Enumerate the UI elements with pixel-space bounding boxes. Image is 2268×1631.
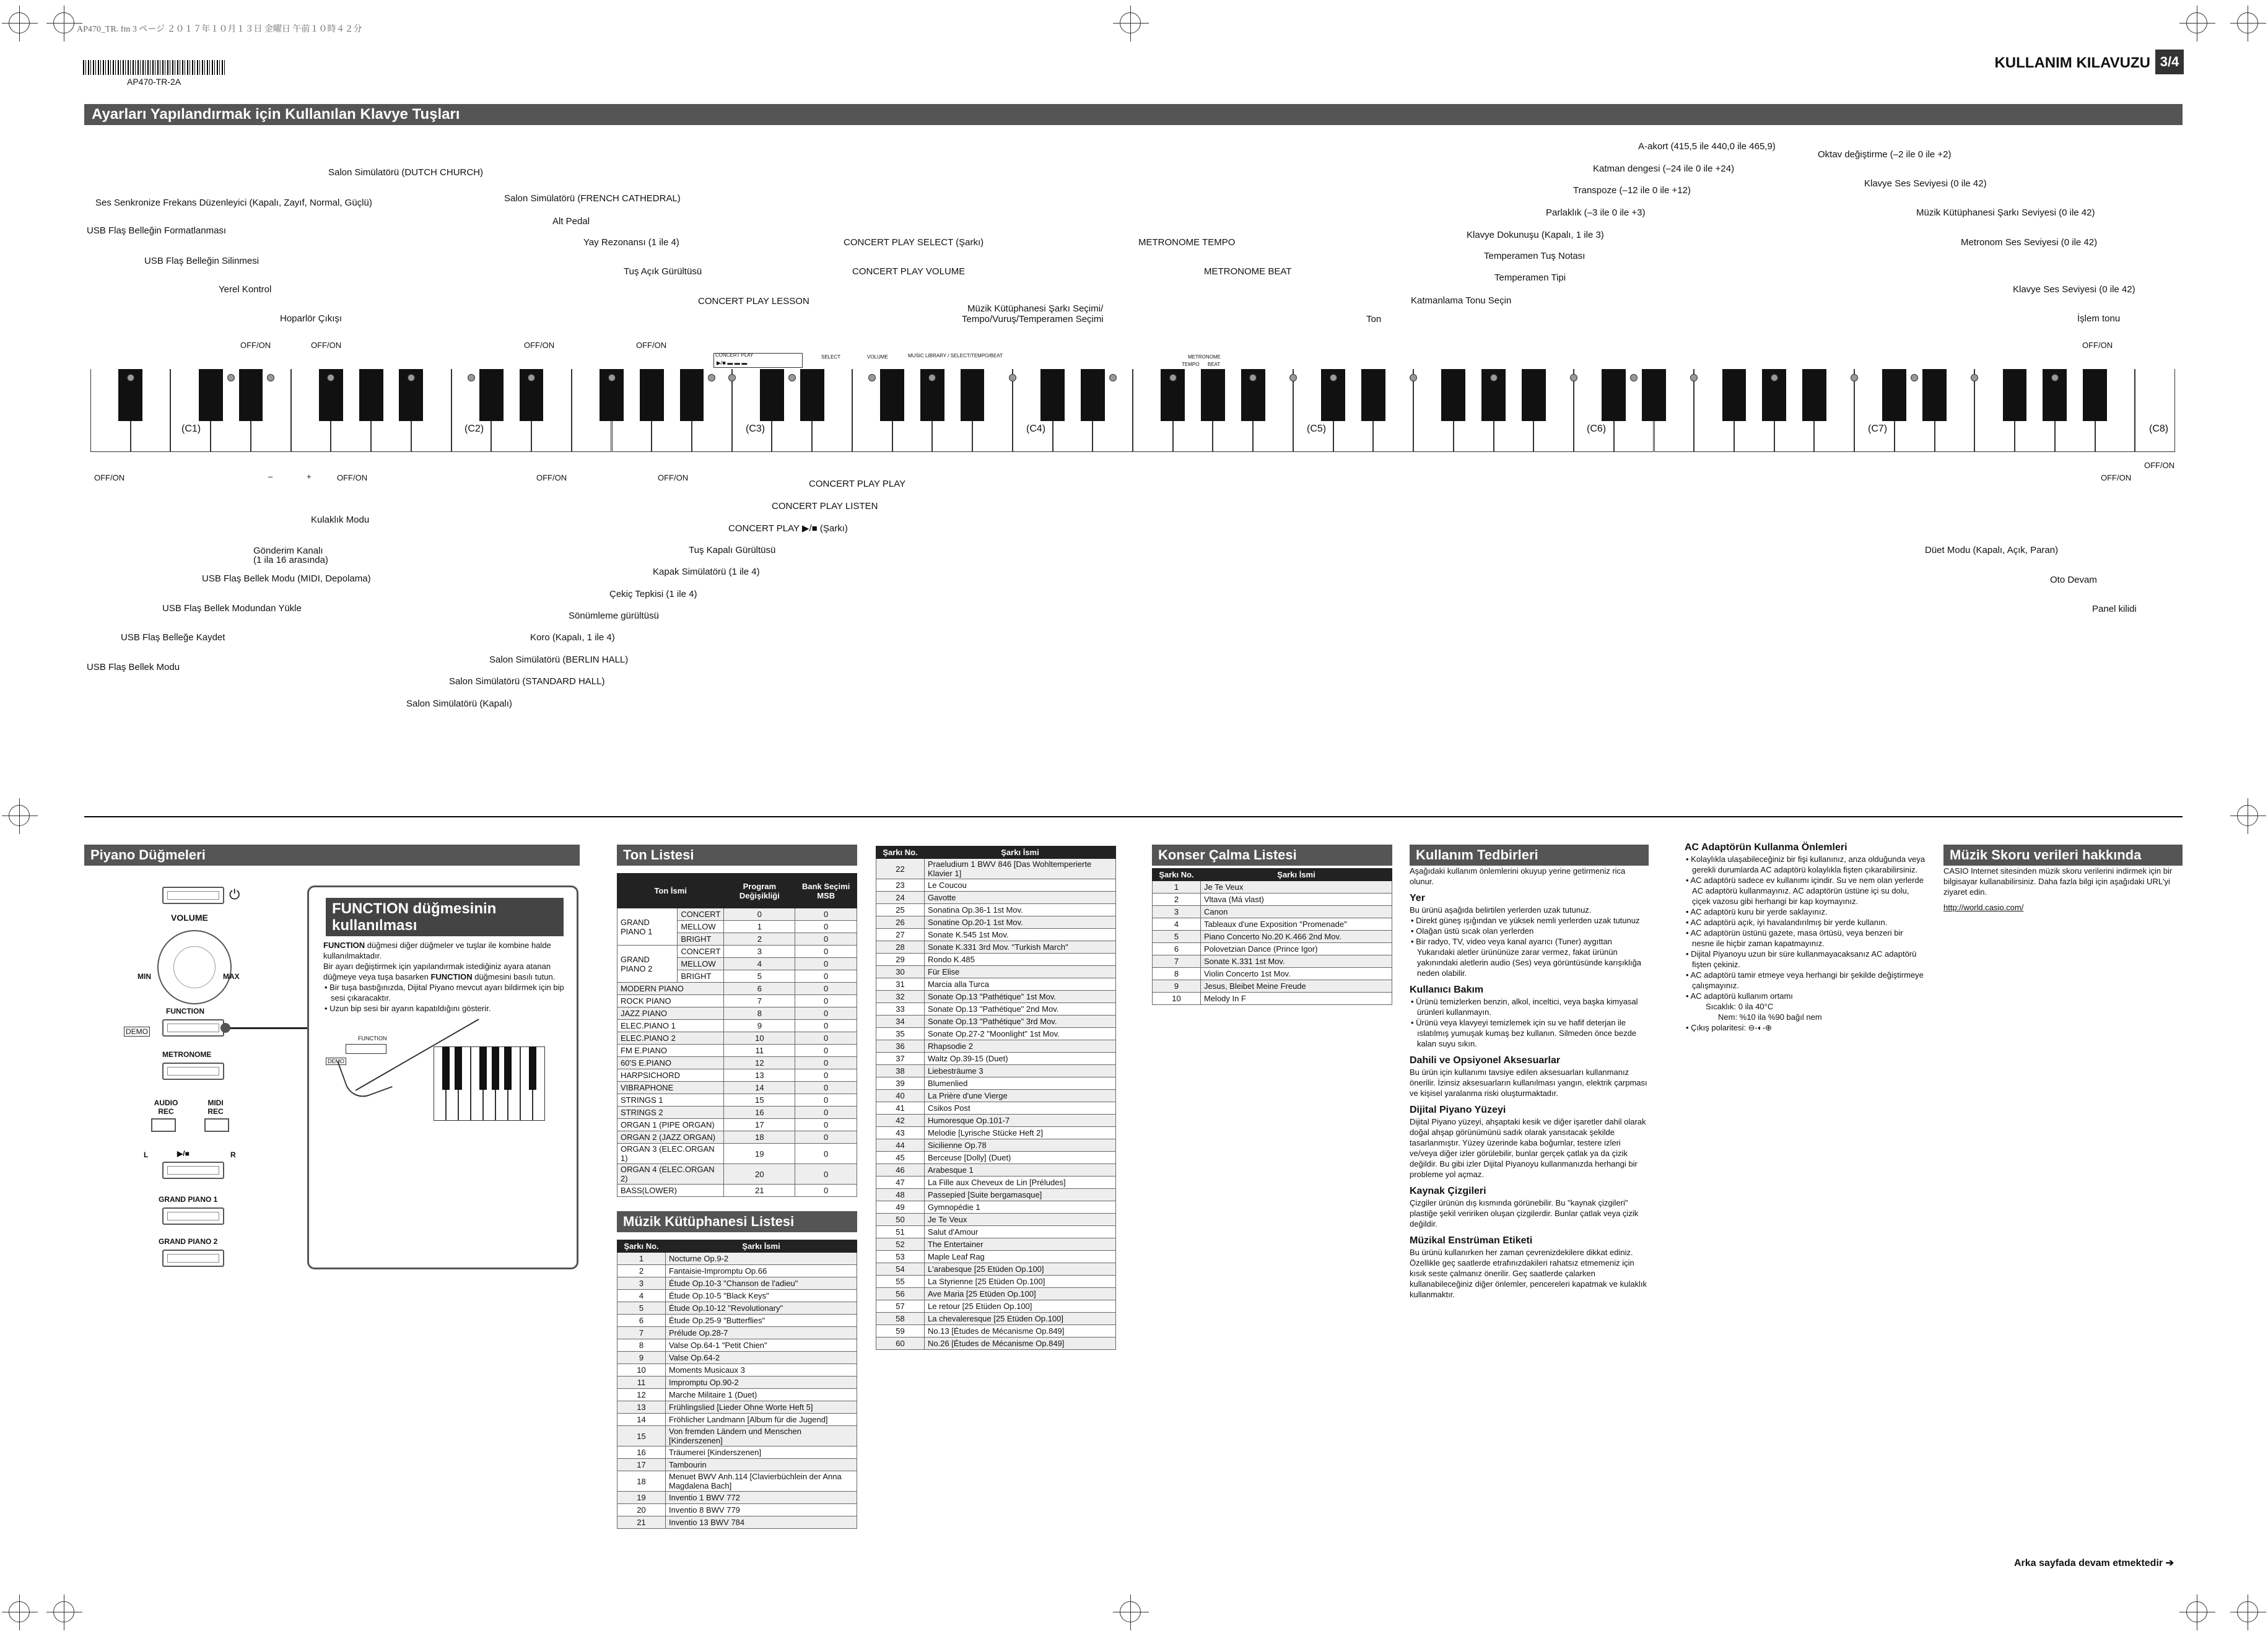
table-row: 36 Rhapsodie 2: [876, 1040, 1116, 1053]
key-marker-dot: [1169, 374, 1177, 381]
callout-label: Salon Simülatörü (STANDARD HALL): [449, 676, 605, 687]
audio-rec-label: AUDIO REC: [154, 1098, 178, 1116]
callout-label: Kapak Simülatörü (1 ile 4): [653, 567, 760, 577]
table-row: 39 Blumenlied: [876, 1077, 1116, 1090]
table-row: 1 Nocturne Op.9-2: [617, 1253, 857, 1265]
octave-label: (C1): [181, 424, 201, 434]
key-marker-dot: [1109, 374, 1117, 381]
callout-label: Düet Modu (Kapalı, Açık, Paran): [1925, 545, 2059, 555]
key-marker-dot: [528, 374, 535, 381]
table-row: 18 Menuet BWV Anh.114 [Clavierbüchlein der Anna Magdalena Bach]: [617, 1471, 857, 1492]
callout-label: Oto Devam: [2050, 575, 2097, 585]
key-marker-dot: [788, 374, 796, 381]
black-key: [2083, 369, 2107, 421]
registration-mark: [9, 805, 30, 826]
mlib-strip-label: MUSIC LIBRARY / SELECT/TEMPO/BEAT: [908, 353, 1003, 359]
callout-label: CONCERT PLAY ▶/■ (Şarkı): [728, 523, 848, 534]
callout-label: Hoparlör Çıkışı: [280, 313, 342, 324]
black-key: [1441, 369, 1465, 421]
toggle-label: +: [307, 472, 312, 481]
key-marker-dot: [1289, 374, 1297, 381]
table-row: GRAND PIANO 2 CONCERT 3 0: [617, 946, 857, 958]
table-row: 44 Sicilienne Op.78: [876, 1139, 1116, 1152]
black-key: [1522, 369, 1546, 421]
callout-label: CONCERT PLAY LESSON: [698, 296, 809, 307]
table-row: MELLOW 1 0: [617, 921, 857, 933]
registration-mark: [9, 1601, 30, 1622]
max-label: MAX: [223, 972, 240, 981]
callout-label: Salon Simülatörü (Kapalı): [406, 698, 512, 709]
divider-line: [84, 816, 2183, 817]
callout-label: Temperamen Tipi: [1494, 272, 1566, 283]
black-key: [961, 369, 985, 421]
registration-mark: [1120, 12, 1141, 33]
fig-black-key: [442, 1046, 450, 1090]
callout-label: Temperamen Tuş Notası: [1484, 251, 1585, 261]
volume-knob-inner: [173, 946, 216, 988]
callout-label: Ses Senkronize Frekans Düzenleyici (Kapalı, Zayıf, Normal, Güçlü): [95, 198, 372, 208]
table-row: 51 Salut d'Amour: [876, 1226, 1116, 1238]
muzik-kutuphanesi-band: Müzik Kütüphanesi Listesi: [617, 1211, 857, 1232]
table-row: 37 Waltz Op.39-15 (Duet): [876, 1053, 1116, 1065]
volume-label: VOLUME: [171, 913, 208, 923]
black-key: [1642, 369, 1666, 421]
table-row: 57 Le retour [25 Etüden Op.100]: [876, 1300, 1116, 1313]
registration-mark: [1120, 1601, 1141, 1622]
callout-label: Katmanlama Tonu Seçin: [1411, 295, 1512, 306]
table-row: 32 Sonate Op.13 "Pathétique" 1st Mov.: [876, 991, 1116, 1003]
keyboard-diagram: [90, 369, 2175, 452]
callout-label: USB Flaş Belleğin Formatlanması: [87, 225, 227, 236]
callout-label: USB Flaş Bellek Modu: [87, 662, 180, 672]
table-row: 10 Moments Musicaux 3: [617, 1364, 857, 1377]
table-row: 16 Träumerei [Kinderszenen]: [617, 1446, 857, 1459]
table-row: 38 Liebesträume 3: [876, 1065, 1116, 1077]
callout-label: USB Flaş Belleğe Kaydet: [121, 632, 225, 643]
callout-label: Koro (Kapalı, 1 ile 4): [530, 632, 615, 643]
table-row: 3 Étude Op.10-3 "Chanson de l'adieu": [617, 1277, 857, 1290]
registration-mark: [2237, 12, 2258, 33]
fig-black-key: [455, 1046, 462, 1090]
table-row: 8 Valse Op.64-1 "Petit Chien": [617, 1339, 857, 1352]
table-row: 22 Praeludium 1 BWV 846 [Das Wohltemperierte Klavier 1]: [876, 859, 1116, 879]
callout-label: Parlaklık (–3 ile 0 ile +3): [1546, 207, 1646, 218]
key-marker-dot: [1330, 374, 1337, 381]
black-key: [880, 369, 904, 421]
key-marker-dot: [408, 374, 415, 381]
table-row: 31 Marcia alla Turca: [876, 978, 1116, 991]
table-row: 9 Jesus, Bleibet Meine Freude: [1153, 980, 1392, 993]
callout-label: USB Flaş Belleğin Silinmesi: [144, 256, 260, 266]
table-row: MELLOW 4 0: [617, 958, 857, 970]
toggle-label: OFF/ON: [2144, 461, 2175, 470]
toggle-label: OFF/ON: [240, 341, 271, 350]
function-button[interactable]: [162, 1019, 224, 1037]
table-row: 20 Inventio 8 BWV 779: [617, 1504, 857, 1516]
black-key: [2003, 369, 2027, 421]
fig-demo-label: DEMO: [326, 1058, 346, 1065]
black-key: [1922, 369, 1947, 421]
callout-label: CONCERT PLAY PLAY: [809, 479, 906, 489]
cp-tag: CONCERT PLAY: [715, 352, 754, 358]
black-key: [1602, 369, 1626, 421]
table-row: 17 Tambourin: [617, 1459, 857, 1471]
konser-band: Konser Çalma Listesi: [1152, 845, 1392, 866]
table-row: 21 Inventio 13 BWV 784: [617, 1516, 857, 1529]
table-row: 7 Prélude Op.28-7: [617, 1327, 857, 1339]
function-label: FUNCTION: [166, 1007, 204, 1016]
table-row: 47 La Fille aux Cheveux de Lin [Préludes]: [876, 1176, 1116, 1189]
table-row: 12 Marche Militaire 1 (Duet): [617, 1389, 857, 1401]
volume-strip-label: VOLUME: [867, 354, 888, 360]
white-key: [2135, 369, 2175, 452]
table-row: 48 Passepied [Suite bergamasque]: [876, 1189, 1116, 1201]
power-icon: ⏻: [229, 887, 240, 902]
table-row: 2 Fantaisie-Impromptu Op.66: [617, 1265, 857, 1277]
piano-buttons-band: Piyano Düğmeleri: [84, 845, 580, 866]
callout-label: Oktav değiştirme (–2 ile 0 ile +2): [1818, 149, 1952, 160]
table-row: 40 La Prière d'une Vierge: [876, 1090, 1116, 1102]
metronome-label: METRONOME: [162, 1050, 212, 1059]
black-key: [239, 369, 263, 421]
table-row: 15 Von fremden Ländern und Menschen [Kinderszenen]: [617, 1426, 857, 1446]
continue-note: Arka sayfada devam etmektedir ➔: [2014, 1558, 2174, 1568]
table-row: 42 Humoresque Op.101-7: [876, 1115, 1116, 1127]
select-strip-label: SELECT: [821, 354, 841, 360]
key-marker-dot: [1771, 374, 1778, 381]
table-row: STRINGS 1 15 0: [617, 1094, 857, 1107]
fig-black-key: [492, 1046, 499, 1090]
black-key: [199, 369, 223, 421]
l-label: L: [144, 1150, 149, 1159]
play-stop-button[interactable]: [162, 1162, 224, 1179]
skor-band: Müzik Skoru verileri hakkında: [1943, 845, 2183, 866]
table-row: BASS(LOWER) 21 0: [617, 1185, 857, 1197]
table-row: 25 Sonatina Op.36-1 1st Mov.: [876, 904, 1116, 916]
registration-mark: [2186, 12, 2207, 33]
table-row: 23 Le Coucou: [876, 879, 1116, 892]
callout-label: Tuş Kapalı Gürültüsü: [689, 545, 776, 555]
black-key: [760, 369, 784, 421]
table-row: 30 Für Elise: [876, 966, 1116, 978]
cp-buttons: ▶/■ ▬ ▬ ▬: [717, 360, 748, 366]
octave-label: (C2): [465, 424, 484, 434]
callout-label: Sönümleme gürültüsü: [569, 611, 659, 621]
callout-label: METRONOME TEMPO: [1138, 237, 1236, 248]
function-box-title: FUNCTION düğmesinin kullanılması: [326, 898, 564, 936]
callout-label: Klavye Dokunuşu (Kapalı, 1 ile 3): [1467, 230, 1604, 240]
registration-mark: [2186, 1601, 2207, 1622]
table-row: ROCK PIANO 7 0: [617, 995, 857, 1007]
toggle-label: OFF/ON: [94, 473, 125, 482]
table-row: 58 La chevaleresque [25 Etüden Op.100]: [876, 1313, 1116, 1325]
callout-label: Müzik Kütüphanesi Şarkı Seçimi/: [967, 303, 1104, 314]
octave-label: (C7): [1868, 424, 1888, 434]
callout-label: METRONOME BEAT: [1204, 266, 1292, 277]
power-button[interactable]: [162, 887, 224, 904]
table-row: 60 No.26 [Études de Mécanisme Op.849]: [876, 1337, 1116, 1350]
code-label: AP470-TR-2A: [127, 77, 181, 87]
grand2-label: GRAND PIANO 2: [159, 1237, 218, 1246]
table-row: 3 Canon: [1153, 906, 1392, 918]
key-marker-dot: [1570, 374, 1577, 381]
toggle-label: OFF/ON: [658, 473, 689, 482]
metronome-button[interactable]: [162, 1063, 224, 1080]
callout-label: Salon Simülatörü (BERLIN HALL): [489, 655, 629, 665]
fig-function-label: FUNCTION: [358, 1035, 387, 1042]
callout-label: Tuş Açık Gürültüsü: [624, 266, 702, 277]
registration-mark: [2237, 1601, 2258, 1622]
callout-label: Yay Rezonansı (1 ile 4): [583, 237, 679, 248]
callout-label: Tempo/Vuruş/Temperamen Seçimi: [962, 314, 1104, 324]
callout-label: Gönderim Kanalı: [253, 546, 323, 556]
table-row: 46 Arabesque 1: [876, 1164, 1116, 1176]
demo-badge: DEMO: [124, 1027, 150, 1037]
toggle-label: OFF/ON: [536, 473, 567, 482]
black-key: [1081, 369, 1105, 421]
table-row: BRIGHT 5 0: [617, 970, 857, 983]
table-row: 60'S E.PIANO 12 0: [617, 1057, 857, 1069]
callout-label: CONCERT PLAY SELECT (Şarkı): [844, 237, 984, 248]
callout-label: İşlem tonu: [2077, 313, 2121, 324]
callout-label: Salon Simülatörü (FRENCH CATHEDRAL): [504, 193, 681, 204]
metro-strip-label: METRONOME: [1188, 354, 1221, 360]
table-row: 13 Frühlingslied [Lieder Ohne Worte Heft 5]: [617, 1401, 857, 1414]
table-row: MODERN PIANO 6 0: [617, 983, 857, 995]
table-row: 7 Sonate K.331 1st Mov.: [1153, 955, 1392, 968]
table-row: ELEC.PIANO 1 9 0: [617, 1020, 857, 1032]
table-row: FM E.PIANO 11 0: [617, 1045, 857, 1057]
toggle-label: OFF/ON: [2101, 473, 2132, 482]
toggle-label: OFF/ON: [311, 341, 342, 350]
audio-rec-button[interactable]: [151, 1118, 176, 1132]
guide-page-badge: 3/4: [2155, 50, 2184, 74]
function-pointer-line: [224, 1027, 308, 1029]
table-row: ORGAN 1 (PIPE ORGAN) 17 0: [617, 1119, 857, 1131]
table-row: STRINGS 2 16 0: [617, 1107, 857, 1119]
grand1-label: GRAND PIANO 1: [159, 1195, 218, 1204]
fig-black-key: [504, 1046, 512, 1090]
callout-label: Müzik Kütüphanesi Şarkı Seviyesi (0 ile 42): [1916, 207, 2095, 218]
table-row: 59 No.13 [Études de Mécanisme Op.849]: [876, 1325, 1116, 1337]
table-row: 8 Violin Concerto 1st Mov.: [1153, 968, 1392, 980]
table-row: 27 Sonate K.545 1st Mov.: [876, 929, 1116, 941]
callout-label: Ton: [1366, 314, 1382, 324]
print-header: AP470_TR. fm 3 ページ ２０１７年１０月１３日 金曜日 午前１０時４２分: [77, 25, 362, 34]
table-row: 28 Sonate K.331 3rd Mov. "Turkish March": [876, 941, 1116, 954]
callout-label: Klavye Ses Seviyesi (0 ile 42): [2013, 284, 2135, 295]
callout-label: Transpoze (–12 ile 0 ile +12): [1573, 185, 1691, 196]
table-row: 26 Sonatine Op.20-1 1st Mov.: [876, 916, 1116, 929]
black-key: [800, 369, 824, 421]
key-marker-dot: [227, 374, 235, 381]
play-stop-label: ▶/■: [177, 1149, 190, 1158]
ton-listesi-band: Ton Listesi: [617, 845, 857, 866]
callout-label: Panel kilidi: [2092, 604, 2137, 614]
table-row: ORGAN 2 (JAZZ ORGAN) 18 0: [617, 1131, 857, 1144]
skor-url-link[interactable]: http://world.casio.com/: [1943, 903, 2024, 912]
key-marker-dot: [608, 374, 616, 381]
table-row: 11 Impromptu Op.90-2: [617, 1377, 857, 1389]
callout-label: Kulaklık Modu: [311, 515, 370, 525]
table-row: VIBRAPHONE 14 0: [617, 1082, 857, 1094]
table-row: 4 Étude Op.10-5 "Black Keys": [617, 1290, 857, 1302]
grand-piano-1-button[interactable]: [162, 1207, 224, 1225]
toggle-label: OFF/ON: [337, 473, 368, 482]
table-row: 50 Je Te Veux: [876, 1214, 1116, 1226]
registration-mark: [53, 1601, 74, 1622]
table-row: 5 Piano Concerto No.20 K.466 2nd Mov.: [1153, 931, 1392, 943]
midi-rec-button[interactable]: [204, 1118, 229, 1132]
konser-table: Şarkı No. Şarkı İsmi 1 Je Te Veux 2 Vltava (Má vlast) 3 Canon 4 Tableaux d'une Exposition "Promenade" 5 Piano Concerto No.20 K.466 2nd Mov. 6 Polovetzian Dance (Prince Igor) 7 Sonate K.331 1st Mov. 8 Violin Concerto 1st Mov. 9 Jesus, Bleibet Meine Freude 10 Melody In F: [1152, 868, 1392, 1005]
black-key: [479, 369, 504, 421]
table-row: 2 Vltava (Má vlast): [1153, 894, 1392, 906]
callout-label: Metronom Ses Seviyesi (0 ile 42): [1961, 237, 2098, 248]
key-marker-dot: [728, 374, 736, 381]
guide-title: KULLANIM KILAVUZU: [1994, 54, 2150, 71]
toggle-label: OFF/ON: [524, 341, 555, 350]
callout-label: A-akort (415,5 ile 440,0 ile 465,9): [1638, 141, 1776, 152]
callout-label: Klavye Ses Seviyesi (0 ile 42): [1864, 178, 1987, 189]
toggle-label: –: [268, 472, 273, 481]
key-marker-dot: [2051, 374, 2059, 381]
black-key: [1361, 369, 1385, 421]
octave-label: (C6): [1587, 424, 1607, 434]
table-row: ORGAN 3 (ELEC.ORGAN 1) 19 0: [617, 1144, 857, 1164]
registration-mark: [53, 12, 74, 33]
black-key: [1201, 369, 1225, 421]
table-row: 56 Ave Maria [25 Etüden Op.100]: [876, 1288, 1116, 1300]
key-marker-dot: [468, 374, 475, 381]
black-key: [1722, 369, 1747, 421]
min-label: MIN: [137, 972, 151, 981]
toggle-label: OFF/ON: [636, 341, 667, 350]
table-row: 52 The Entertainer: [876, 1238, 1116, 1251]
key-marker-dot: [1490, 374, 1498, 381]
black-key: [680, 369, 704, 421]
callout-label: USB Flaş Bellek Modundan Yükle: [162, 603, 302, 614]
midi-rec-label: MIDI REC: [207, 1098, 224, 1116]
table-row: 45 Berceuse [Dolly] (Duet): [876, 1152, 1116, 1164]
r-label: R: [230, 1150, 236, 1159]
callout-label: CONCERT PLAY VOLUME: [852, 266, 966, 277]
table-row: 33 Sonate Op.13 "Pathétique" 2nd Mov.: [876, 1003, 1116, 1016]
fig-black-key: [479, 1046, 487, 1090]
table-row: 5 Étude Op.10-12 "Revolutionary": [617, 1302, 857, 1315]
callout-label: Alt Pedal: [552, 216, 590, 227]
ton-table: Ton İsmi Program Değişikliği Bank Seçimi MSB GRAND PIANO 1 CONCERT 0 0 MELLOW 1 0 BRIGHT 2 0 GRAND PIANO 2 CONCERT 3 0 MELLOW 4 0 BRIGHT 5 0 MODERN PIANO 6 0 ROCK PIANO 7 0 JAZZ PIANO 8 0 ELEC.PIANO 1 9 0 ELEC.PIANO 2 10 0 FM E.PIANO 11 0 60'S E.PIANO 12 0 HARPSICHORD 13 0 VIBRAPHONE 14 0 STRINGS 1 15 0 STRINGS 2 16 0 ORGAN 1 (PIPE ORGAN) 17 0 ORGAN 2 (JAZZ ORGAN) 18 0 ORGAN 3 (ELEC.ORGAN 1) 19 0 ORGAN 4 (ELEC.ORGAN 2) 20 0 BASS(LOWER) 21 0: [617, 873, 857, 1197]
concert-play-strip: [713, 353, 803, 368]
table-row: 35 Sonate Op.27-2 "Moonlight" 1st Mov.: [876, 1028, 1116, 1040]
table-row: 41 Csikos Post: [876, 1102, 1116, 1115]
section-keyboard-band: Ayarları Yapılandırmak için Kullanılan Klavye Tuşları: [84, 104, 2183, 125]
skor-text: CASIO Internet sitesinden müzik skoru verilerini indirmek için bir bilgisayar kullanabilirsiniz. Daha fazla bilgi için aşağıdaki URL'yi ziyaret edin. http://world.casio.com/: [1943, 866, 2183, 913]
octave-label: (C3): [746, 424, 765, 434]
black-key: [1882, 369, 1906, 421]
table-row: 53 Maple Leaf Rag: [876, 1251, 1116, 1263]
key-marker-dot: [127, 374, 134, 381]
black-key: [1040, 369, 1065, 421]
table-row: 1 Je Te Veux: [1153, 881, 1392, 894]
table-row: 6 Étude Op.25-9 "Butterflies": [617, 1315, 857, 1327]
muzik-table-1: Şarkı No. Şarkı İsmi 1 Nocturne Op.9-2 2 Fantaisie-Impromptu Op.66 3 Étude Op.10-3 "Chanson de l'adieu" 4 Étude Op.10-5 "Black Keys" 5 Étude Op.10-12 "Revolutionary" 6 Étude Op.25-9 "Butterflies" 7 Prélude Op.28-7 8 Valse Op.64-1 "Petit Chien" 9 Valse Op.64-2 10 Moments Musicaux 3 11 Impromptu Op.90-2 12 Marche Militaire 1 (Duet) 13 Frühlingslied [Lieder Ohne Worte Heft 5] 14 Fröhlicher Landmann [Album für die Jugend] 15 Von fremden Ländern und Menschen [Kinderszenen] 16 Träumerei [Kinderszenen] 17 Tambourin 18 Menuet BWV Anh.114 [Clavierbüchlein der Anna Magdalena Bach] 19 Inventio 1 BWV 772 20 Inventio 8 BWV 779 21 Inventio 13 BWV 784: [617, 1240, 857, 1529]
table-row: 4 Tableaux d'une Exposition "Promenade": [1153, 918, 1392, 931]
black-key: [640, 369, 664, 421]
callout-label: CONCERT PLAY LISTEN: [772, 501, 878, 511]
function-pointer-dot: [220, 1023, 230, 1033]
table-row: 24 Gavotte: [876, 892, 1116, 904]
octave-label: (C8): [2149, 424, 2169, 434]
registration-mark: [2237, 805, 2258, 826]
beat-strip-label: BEAT: [1208, 362, 1221, 367]
tempo-strip-label: TEMPO: [1182, 362, 1200, 367]
callout-label: USB Flaş Bellek Modu (MIDI, Depolama): [202, 573, 371, 584]
table-row: 9 Valse Op.64-2: [617, 1352, 857, 1364]
table-row: 14 Fröhlicher Landmann [Album für die Jugend]: [617, 1414, 857, 1426]
table-row: ELEC.PIANO 2 10 0: [617, 1032, 857, 1045]
table-row: 43 Melodie [Lyrische Stücke Heft 2]: [876, 1127, 1116, 1139]
registration-mark: [9, 12, 30, 33]
tedbirler-band: Kullanım Tedbirleri: [1410, 845, 1649, 866]
table-row: 34 Sonate Op.13 "Pathétique" 3rd Mov.: [876, 1016, 1116, 1028]
key-marker-dot: [1410, 374, 1417, 381]
callout-label: Katman dengesi (–24 ile 0 ile +24): [1593, 163, 1735, 174]
table-row: 29 Rondo K.485: [876, 954, 1116, 966]
ac-text: AC Adaptörün Kullanma Önlemleri • Kolaylıkla ulaşabileceğiniz bir fişi kullanınız, anza olduğunda veya gerekli durumlarda AC adaptörü kolaylıkla fişten çıkarabilirsiniz. • AC adaptörü sadece ev kullanımı içindir. Su ve nem olan yerlerde AC adaptörü kullanmayınız. AC adaptörün üstüne içi su dolu, çiçek vazosu gibi herhangi bir kap koymayınız. • AC adaptörü kuru bir yerde saklayınız. • AC adaptörü açık, iyi havalandırılmış bir yerde kullanın. • AC adaptörün üstünü gazete, masa örtüsü, veya benzeri bir nesne ile hiçbir zaman kapatmayınız. • Dijital Piyanoyu uzun bir süre kullanmayacaksanız AC adaptörü fişten çekiniz. • AC adaptörü tamir etmeye veya herhangi bir şekilde değiştirmeye çalışmayınız. • AC adaptörü kullanım ortamı Sıcaklık: 0 ila 40°C Nem: %10 ila %90 bağıl nem • Çıkış polaritesi: ⊖-◐-⊕: [1685, 842, 1926, 1033]
table-row: 49 Gymnopédie 1: [876, 1201, 1116, 1214]
key-marker-dot: [1009, 374, 1016, 381]
callout-label: (1 ila 16 arasında): [253, 555, 328, 565]
table-row: JAZZ PIANO 8 0: [617, 1007, 857, 1020]
muzik-table-2: Şarkı No. Şarkı İsmi 22 Praeludium 1 BWV 846 [Das Wohltemperierte Klavier 1] 23 Le Coucou 24 Gavotte 25 Sonatina Op.36-1 1st Mov. 26 Sonatine Op.20-1 1st Mov. 27 Sonate K.545 1st Mov. 28 Sonate K.331 3rd Mov. "Turkish March" 29 Rondo K.485 30 Für Elise 31 Marcia alla Turca 32 Sonate Op.13 "Pathétique" 1st Mov. 33 Sonate Op.13 "Pathétique" 2nd Mov. 34 Sonate Op.13 "Pathétique" 3rd Mov. 35 Sonate Op.27-2 "Moonlight" 1st Mov. 36 Rhapsodie 2 37 Waltz Op.39-15 (Duet) 38 Liebesträume 3 39 Blumenlied 40 La Prière d'une Vierge 41 Csikos Post 42 Humoresque Op.101-7 43 Melodie [Lyrische Stücke Heft 2] 44 Sicilienne Op.78 45 Berceuse [Dolly] (Duet) 46 Arabesque 1 47 La Fille aux Cheveux de Lin [Préludes] 48 Passepied [Suite bergamasque] 49 Gymnopédie 1 50 Je Te Veux 51 Salut d'Amour 52 The Entertainer 53 Maple Leaf Rag 54 L'arabesque [25 Etüden Op.100] 55 La Styrienne [25 Etüden Op.100] 56 Ave Maria [25 Etüden Op.100] 57 Le retour [25 Etüden Op.100] 58 La chevaleresque [25 Etüden Op.100] 59 No.13 [Études de Mécanisme Op.849] 60 No.26 [Études de Mécanisme Op.849]: [876, 846, 1116, 1350]
black-key: [1802, 369, 1826, 421]
tedbirler-text: Aşağıdaki kullanım önlemlerini okuyup yerine getirmeniz rica olunur. Yer Bu ürünü aşağıda belirtilen yerlerden uzak tutunuz. • Direkt güneş ışığından ve yüksek nemli yerlerden uzak tutunuz • Olağan üstü sıcak olan yerlerden • Bir radyo, TV, video veya kanal ayarıcı (Tuner) aygıttan Yukarıdaki aletler ürününüze zarar vermez, fakat ürünün yakınındaki aletlerin audio (Ses) veya görüntüsünde karışıklığa neden olabilir. Kullanıcı Bakım • Ürünü temizlerken benzin, alkol, inceltici, veya başka kimyasal ürünleri kullanmayın. • Ürünü veya klavyeyi temizlemek için su ve hafif deterjan ile ıslatılmış yumuşak kumaş bez kullanın. Silmeden önce bezde kalan suyu sıkın. Dahili ve Opsiyonel Aksesuarlar Bu ürün için kullanımı tavsiye edilen aksesuarları kullanmanız önerilir. İzinsiz aksesuarların kullanılması yangın, elektrik çarpması ve kişisel yaralanma riski oluşturmaktadır. Dijital Piyano Yüzeyi Dijital Piyano yüzeyi, ahşaptaki kesik ve diğer işaretler dahil olarak doğal ahşap görünümünü sadık olarak yansıtacak şekilde tasarlanmıştır. Yüzey üzerinde kaba boğumlar, testere izleri ve/veya diğer izler görülebilir, bunlar gerçek çatlak ya da çizik değildir. Bu gibi izler Dijital Piyanoyu kullanmanızda herhangi bir probleme yol açmaz. Kaynak Çizgileri Çizgiler ürünün dış kısmında görünebilir. Bu "kaynak çizgileri" plastiğe şekil veririken oluşan çizgilerdir. Bunlar çatlak veya çizik değildir. Müzikal Enstrüman Etiketi Bu ürünü kullanırken her zaman çevrenizdekilere dikkat ediniz. Özellikle geç saatlerde etrafınızdakileri rahatsız etmemeniz için kısık seste çalmanız önerilir. Geç saatlerde çalarken kullanabileceğiniz diğer önlemler, pencereleri kapatmak ve kulaklık kullanmaktır.: [1410, 866, 1649, 1300]
black-key: [359, 369, 383, 421]
octave-label: (C5): [1307, 424, 1327, 434]
table-row: 6 Polovetzian Dance (Prince Igor): [1153, 943, 1392, 955]
table-row: 10 Melody In F: [1153, 993, 1392, 1005]
table-row: BRIGHT 2 0: [617, 933, 857, 946]
barcode: [83, 60, 225, 75]
grand-piano-2-button[interactable]: [162, 1250, 224, 1267]
fig-black-key: [529, 1046, 536, 1090]
callout-label: Salon Simülatörü (DUTCH CHURCH): [328, 167, 484, 178]
table-row: ORGAN 4 (ELEC.ORGAN 2) 20 0: [617, 1164, 857, 1185]
callout-label: Çekiç Tepkisi (1 ile 4): [609, 589, 697, 599]
function-box-text: FUNCTION düğmesi diğer düğmeler ve tuşlar ile kombine halde kullanılmaktadır. Bir ayarı değiştirmek için yapılandırmak istediğiniz ayara atanan düğmeye veya tuşa basarken FUNCTION düğmesini basılı tutun. • Bir tuşa bastığınızda, Dijital Piyano mevcut ayarı bildirmek için bip sesi çıkaracaktır. • Uzun bip sesi bir ayarın kapatıldığını gösterir.: [323, 940, 566, 1014]
table-row: 19 Inventio 1 BWV 772: [617, 1492, 857, 1504]
table-row: 55 La Styrienne [25 Etüden Op.100]: [876, 1276, 1116, 1288]
callout-label: Yerel Kontrol: [219, 284, 272, 295]
table-row: HARPSICHORD 13 0: [617, 1069, 857, 1082]
table-row: GRAND PIANO 1 CONCERT 0 0: [617, 908, 857, 921]
toggle-label: OFF/ON: [2082, 341, 2113, 350]
table-row: 54 L'arabesque [25 Etüden Op.100]: [876, 1263, 1116, 1276]
octave-label: (C4): [1026, 424, 1046, 434]
function-illustration: [325, 1035, 555, 1127]
